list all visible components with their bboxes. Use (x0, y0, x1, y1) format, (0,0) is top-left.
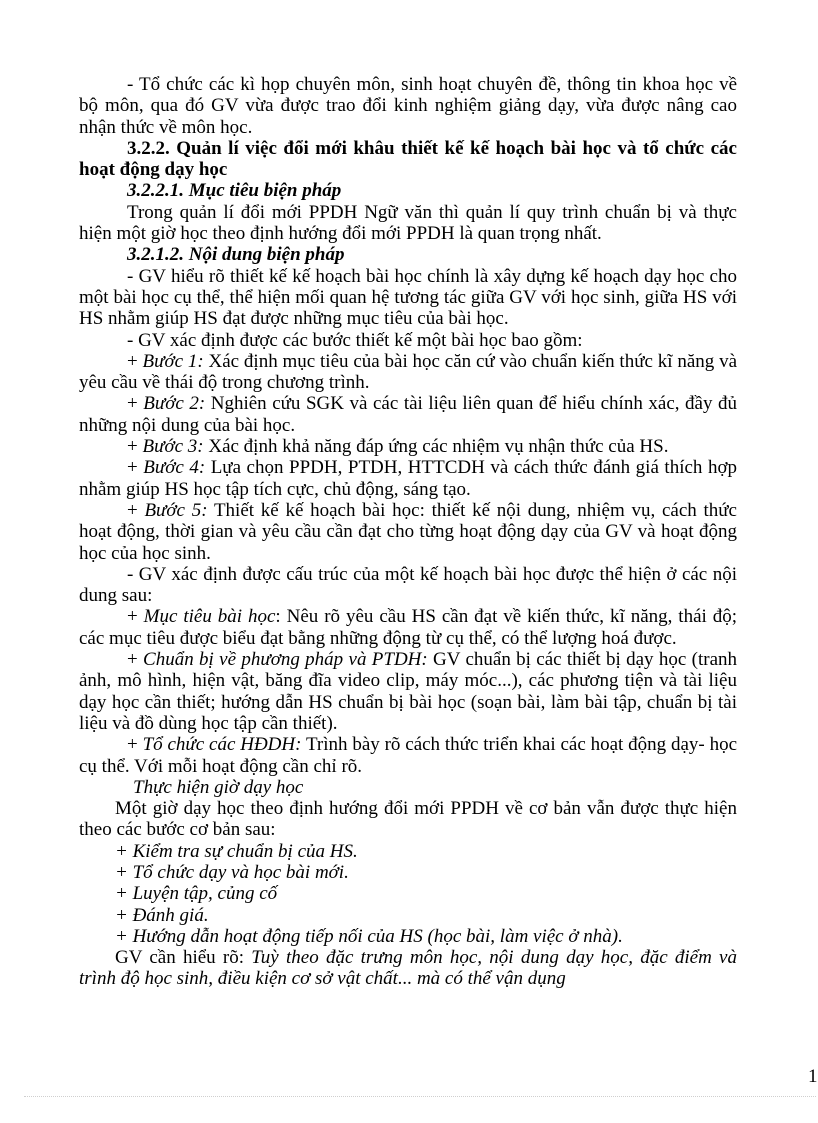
paragraph: Trong quản lí đổi mới PPDH Ngữ văn thì quản lí quy trình chuẩn bị và thực hiện một giờ học theo định hướng đổi mới PPDH là quan trọng nhất. (79, 201, 737, 245)
list-item: + Hướng dẫn hoạt động tiếp nối của HS (học bài, làm việc ở nhà). (115, 925, 623, 947)
paragraph-lead: GV cần hiểu rõ: (115, 947, 252, 969)
paragraph: - GV hiểu rõ thiết kế kế hoạch bài học chính là xây dựng kế hoạch dạy học cho một bài học cụ thể, thể hiện mối quan hệ tương tác giữa GV với học sinh, giữa HS với HS nhằm giúp HS đạt được những mục tiêu của bài học. (79, 265, 737, 330)
step-text: Lựa chọn PPDH, PTDH, HTTCDH và cách thức đánh giá thích hợp nhằm giúp HS học tập tích cực, chủ động, sáng tạo. (79, 457, 737, 500)
structure-text: GV chuẩn bị các thiết bị dạy học (tranh ảnh, mô hình, hiện vật, băng đĩa video clip, máy móc...), các phương tiện và tài liệu dạy học cần thiết; hướng dẫn HS chuẩn bị bài học (soạn bài, làm bài tập, chuẩn bị tài liệu và đồ dùng học tập cần thiết). (79, 649, 737, 734)
structure-label: Tổ chức các HĐDH: (142, 734, 302, 756)
step-label: Bước 2: (143, 393, 206, 415)
structure-label: Chuẩn bị về phương pháp và PTDH: (143, 649, 428, 671)
list-item: + Kiểm tra sự chuẩn bị của HS. (115, 840, 358, 862)
structure-item (79, 606, 737, 649)
step-text: Xác định khả năng đáp ứng các nhiệm vụ nhận thức của HS. (203, 436, 669, 458)
paragraph: - GV xác định được cấu trúc của một kế hoạch bài học được thể hiện ở các nội dung sau: (79, 563, 737, 607)
plus-marker: + (127, 649, 144, 671)
plus-marker: + (127, 606, 144, 628)
paragraph: - Tổ chức các kì họp chuyên môn, sinh hoạt chuyên đề, thông tin khoa học về bộ môn, qua đó GV vừa được trao đổi kinh nghiệm giảng dạy, vừa được nâng cao nhận thức về môn học. (79, 74, 737, 138)
document-body (79, 74, 737, 990)
plus-marker: + (127, 457, 144, 479)
step-label: Bước 5: (144, 499, 208, 521)
plus-marker: + (127, 734, 143, 756)
plus-marker: + (127, 393, 144, 415)
subsection-heading-goal: 3.2.2.1. Mục tiêu biện pháp (127, 180, 342, 202)
structure-text: : Nêu rõ yêu cầu HS cần đạt về kiến thức, kĩ năng, thái độ; các mục tiêu được biểu đạt bằng những động từ cụ thể, có thể lượng hoá được. (79, 606, 738, 649)
step-label: Bước 3: (142, 436, 204, 458)
step-text: Nghiên cứu SGK và các tài liệu liên quan để hiểu chính xác, đầy đủ những nội dung của bài học. (79, 393, 738, 436)
step-label: Bước 1: (142, 350, 204, 372)
step-text: Xác định mục tiêu của bài học căn cứ vào chuẩn kiến thức kĩ năng và yêu cầu về thái độ trong chương trình. (79, 350, 738, 394)
plus-marker: + (127, 436, 143, 458)
structure-label: Mục tiêu bài học (143, 606, 276, 628)
step-label: Bước 4: (143, 457, 206, 479)
structure-item (79, 649, 737, 734)
structure-text: Trình bày rõ cách thức triển khai các hoạt động dạy- học cụ thể. Với mỗi hoạt động cần chỉ rõ. (79, 734, 738, 777)
paragraph (79, 947, 737, 990)
list-item: + Tổ chức dạy và học bài mới. (115, 861, 349, 883)
step-item (79, 351, 737, 394)
footer-divider (24, 1096, 816, 1097)
paragraph: Một giờ dạy học theo định hướng đổi mới PPDH về cơ bản vẫn được thực hiện theo các bước cơ bản sau: (79, 798, 737, 841)
paragraph-italic: Tuỳ theo đặc trưng môn học, nội dung dạy học, đặc điểm và trình độ học sinh, điều kiện cơ sở vật chất... mà có thể vận dụng (79, 947, 737, 990)
step-text: Thiết kế kế hoạch bài học: thiết kế nội dung, nhiệm vụ, cách thức hoạt động, thời gian và yêu cầu cần đạt cho từng hoạt động dạy của GV và hoạt động học của học sinh. (79, 499, 737, 564)
structure-item (79, 734, 737, 777)
plus-marker: + (127, 350, 143, 372)
subsection-heading-content: 3.2.1.2. Nội dung biện pháp (127, 244, 345, 266)
step-item (79, 393, 737, 436)
list-item: + Đánh giá. (115, 904, 209, 926)
step-item (79, 436, 737, 457)
paragraph: - GV xác định được các bước thiết kế một bài học bao gồm: (127, 329, 583, 351)
list-item: + Luyện tập, củng cố (115, 883, 278, 905)
implementation-heading: Thực hiện giờ dạy học (133, 776, 304, 798)
step-item (79, 500, 737, 564)
section-heading-3-2-2: 3.2.2. Quản lí việc đổi mới khâu thiết kế kế hoạch bài học và tổ chức các hoạt động dạy học (79, 137, 737, 181)
page-number: 1 (808, 1066, 818, 1087)
plus-marker: + (127, 499, 145, 521)
step-item (79, 457, 737, 500)
